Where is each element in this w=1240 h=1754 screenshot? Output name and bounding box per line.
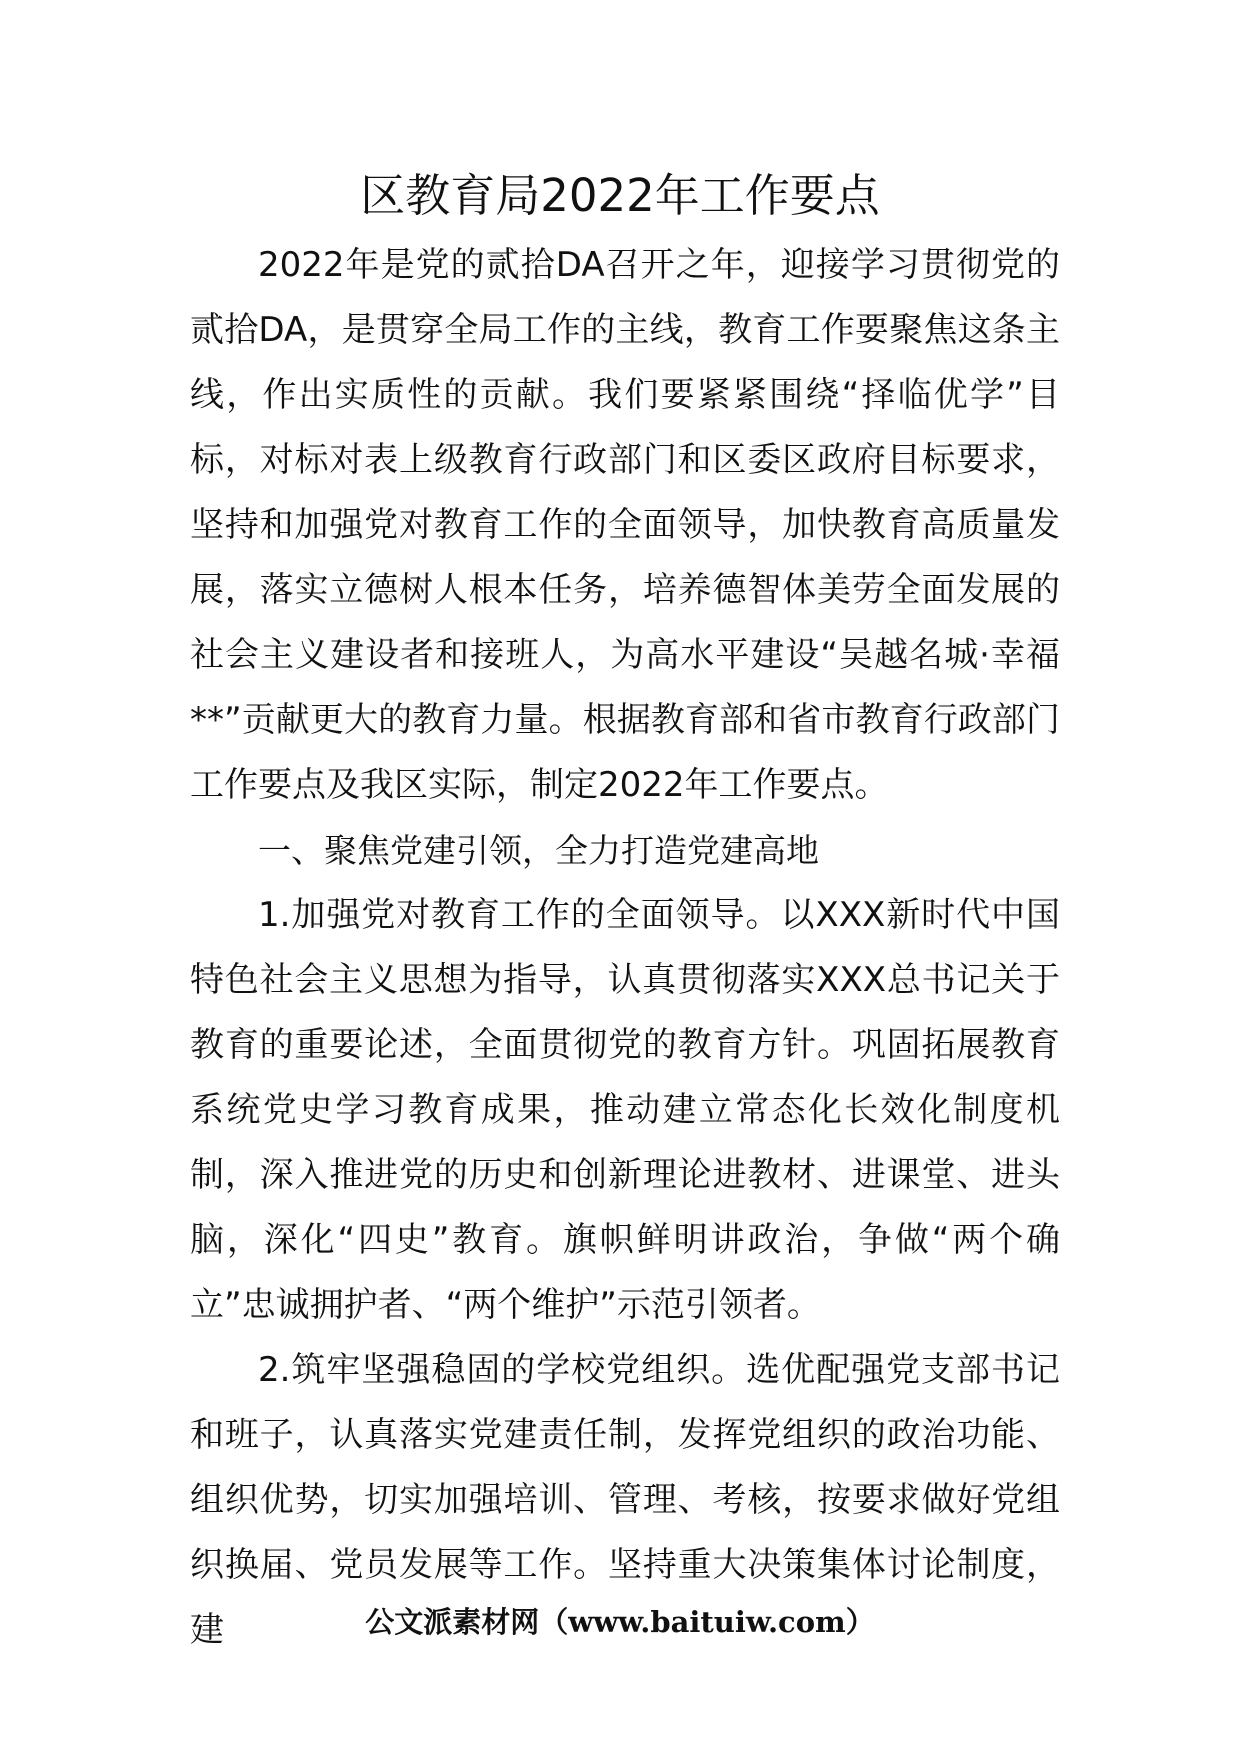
intro-paragraph: 2022年是党的贰拾DA召开之年，迎接学习贯彻党的贰拾DA，是贯穿全局工作的主线，教育工作要聚焦这条主线，作出实质性的贡献。我们要紧紧围绕“择临优学”目标，对标对表上级教育行政部门和区委区政府目标要求，坚持和加强党对教育工作的全面领导，加快教育高质量发展，落实立德树人根本任务，培养德智体美劳全面发展的社会主义建设者和接班人，为高水平建设“吴越名城·幸福**”贡献更大的教育力量。根据教育部和省市教育行政部门工作要点及我区实际，制定2022年工作要点。 (190, 245, 1060, 805)
document-title: 区教育局2022年工作要点 (360, 169, 880, 222)
list-item: 2.筑牢坚强稳固的学校党组织。选优配强党支部书记和班子，认真落实党建责任制，发挥党组织的政治功能、组织优势，切实加强培训、管理、考核，按要求做好党组织换届、党员发展等工作。坚持重大决策集体讨论制度，建 (190, 1350, 1060, 1650)
document-body (190, 233, 1060, 1663)
list-item: 1.加强党对教育工作的全面领导。以XXX新时代中国特色社会主义思想为指导，认真贯彻落实XXX总书记关于教育的重要论述，全面贯彻党的教育方针。巩固拓展教育系统党史学习教育成果，推动建立常态化长效化制度机制，深入推进党的历史和创新理论进教材、进课堂、进头脑，深化“四史”教育。旗帜鲜明讲政治，争做“两个确立”忠诚拥护者、“两个维护”示范引领者。 (190, 895, 1060, 1325)
section-heading: 一、聚焦党建引领，全力打造党建高地 (258, 831, 819, 870)
footer-watermark: 公文派素材网（www.baituiw.com） (365, 1605, 875, 1639)
